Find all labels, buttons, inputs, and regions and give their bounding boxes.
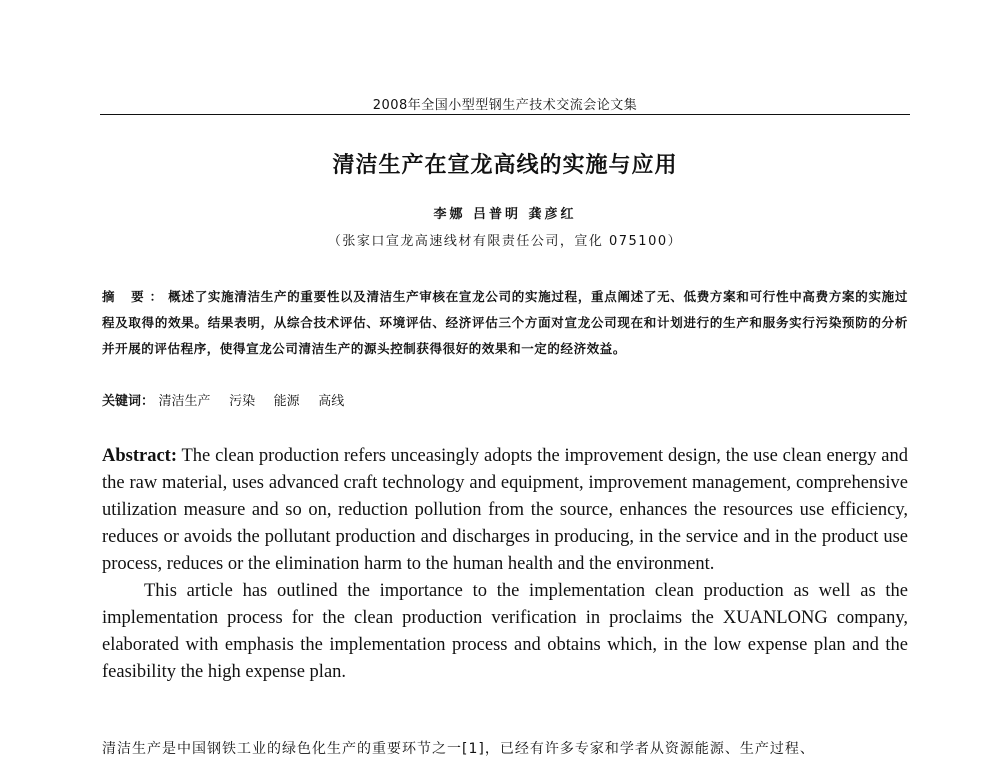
keywords <box>102 390 908 409</box>
keyword: 能源 <box>273 394 300 409</box>
chinese-abstract <box>102 284 908 362</box>
chinese-abstract-text: 概述了实施清洁生产的重要性以及清洁生产审核在宣龙公司的实施过程，重点阐述了无、低费方案和可行性中高费方案的实施过程及取得的效果。结果表明，从综合技术评估、环境评估、经济评估三个方面对宣龙公司现在和计划进行的生产和服务实行污染预防的分析并开展的评估程序，使得宣龙公司清洁生产的源头控制获得很好的效果和一定的经济效益。 <box>102 289 908 356</box>
english-abstract-paragraph: This article has outlined the importance to the implementation clean production as well as the implementation process for the clean production verification in proclaims the XUANLONG company, elaborated with emphasis the implementation process and obtains which, in the low expense plan and the feasibility the high expense plan. <box>102 581 908 682</box>
body-text-first-line: 清洁生产是中国钢铁工业的绿色化生产的重要环节之一[1]，已经有许多专家和学者从资源能源、生产过程、 <box>102 741 815 757</box>
english-abstract <box>102 443 908 686</box>
paper-title: 清洁生产在宣龙高线的实施与应用 <box>332 152 678 178</box>
authors: 李娜 吕普明 龚彦红 <box>433 207 577 222</box>
header-rule <box>100 114 910 115</box>
english-abstract-label: Abstract: <box>102 446 178 466</box>
running-header: 2008年全国小型型钢生产技术交流会论文集 <box>372 98 638 113</box>
affiliation: （张家口宣龙高速线材有限责任公司，宣化 075100） <box>327 234 683 249</box>
chinese-abstract-label: 摘 要： <box>102 289 169 304</box>
english-abstract-text: The clean production refers unceasingly adopts the improvement design, the use clean energy and the raw material, uses advanced craft technology and equipment, improvement management, comprehensive utilization measure and so on, reduction pollution from the source, enhances the resources use efficiency, reduces or avoids the pollutant production and discharges in producing, in the service and in the product use process, reduces or the elimination harm to the human health and the environment. <box>102 446 908 574</box>
keyword: 污染 <box>229 394 256 409</box>
english-abstract-paragraph <box>102 443 908 578</box>
keyword: 高线 <box>318 394 345 409</box>
keywords-label: 关键词： <box>102 394 155 409</box>
keyword: 清洁生产 <box>158 394 211 409</box>
